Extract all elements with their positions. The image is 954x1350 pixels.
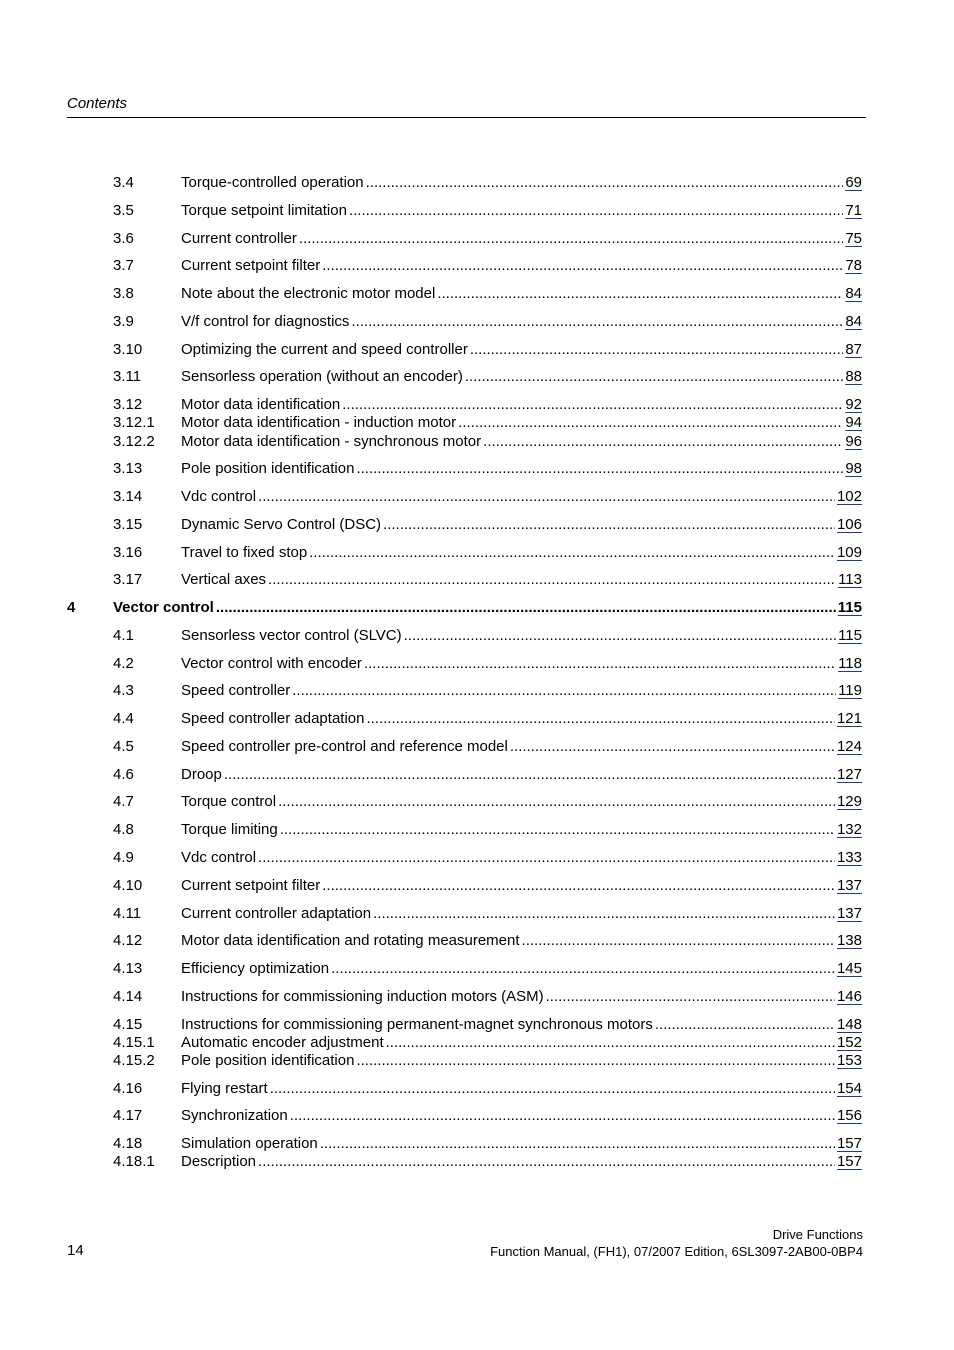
toc-page-link[interactable]: 121	[836, 710, 862, 727]
toc-entry	[181, 988, 862, 1006]
toc-leader-dots	[216, 599, 836, 617]
toc-page-link[interactable]: 98	[845, 460, 862, 477]
toc-entry-title[interactable]: Automatic encoder adjustment	[181, 1034, 384, 1051]
toc-section-number: 4.10	[113, 877, 143, 894]
toc-entry-title[interactable]: Current setpoint filter	[181, 257, 321, 274]
toc-row[interactable]	[0, 905, 954, 925]
toc-section-number: 4.15.2	[113, 1052, 155, 1069]
toc-entry-title[interactable]: Speed controller adaptation	[181, 710, 365, 727]
toc-entry-title[interactable]: Travel to fixed stop	[181, 544, 308, 561]
toc-row[interactable]	[0, 1107, 954, 1127]
toc-page-link[interactable]: 92	[845, 396, 862, 413]
toc-leader-dots	[349, 202, 843, 220]
toc-row[interactable]	[0, 849, 954, 869]
toc-row[interactable]	[0, 960, 954, 980]
toc-leader-dots	[299, 230, 843, 248]
toc-section-number: 4.9	[113, 849, 134, 866]
toc-page-link[interactable]: 84	[845, 313, 862, 330]
toc-section-number: 3.12	[113, 396, 143, 413]
toc-row[interactable]	[0, 1153, 954, 1173]
toc-row[interactable]	[0, 516, 954, 536]
toc-row[interactable]	[0, 544, 954, 564]
toc-entry-title[interactable]: Simulation operation	[181, 1135, 318, 1152]
toc-page-link[interactable]: 102	[836, 488, 862, 505]
toc-entry	[181, 313, 862, 331]
toc-page-link[interactable]: 115	[837, 599, 862, 616]
toc-leader-dots	[322, 257, 843, 275]
toc-entry-title[interactable]: Motor data identification - induction motor	[181, 414, 457, 431]
toc-page-link[interactable]: 137	[836, 877, 862, 894]
toc-page-link[interactable]: 87	[845, 341, 862, 358]
toc-entry-title[interactable]: Sensorless operation (without an encoder)	[181, 368, 463, 385]
toc-entry	[181, 516, 862, 534]
toc-entry-title[interactable]: Vector control with encoder	[181, 655, 362, 672]
toc-row[interactable]	[0, 313, 954, 333]
toc-section-number: 4	[67, 599, 76, 616]
toc-section-number: 3.16	[113, 544, 143, 561]
toc-entry-title[interactable]: Motor data identification	[181, 396, 341, 413]
toc-row[interactable]	[0, 202, 954, 222]
toc-entry-title[interactable]: Pole position identification	[181, 460, 355, 477]
toc-entry-title[interactable]: Instructions for commissioning induction motors (ASM)	[181, 988, 544, 1005]
toc-leader-dots	[470, 341, 843, 359]
toc-row[interactable]	[0, 877, 954, 897]
toc-entry-title[interactable]: Torque limiting	[181, 821, 278, 838]
toc-leader-dots	[437, 285, 843, 303]
toc-page-link[interactable]: 156	[836, 1107, 862, 1124]
toc-leader-dots	[278, 793, 835, 811]
toc-section-number: 4.14	[113, 988, 143, 1005]
toc-leader-dots	[292, 682, 836, 700]
toc-entry-title[interactable]: Synchronization	[181, 1107, 288, 1124]
toc-section-number: 4.16	[113, 1080, 143, 1097]
toc-leader-dots	[258, 849, 835, 867]
toc-leader-dots	[386, 1034, 835, 1052]
toc-section-number: 3.5	[113, 202, 134, 219]
toc-page-link[interactable]: 94	[845, 414, 862, 431]
toc-entry	[181, 960, 862, 978]
toc-entry	[181, 544, 862, 562]
toc-section-number: 4.15.1	[113, 1034, 155, 1051]
toc-chapter-row[interactable]	[0, 599, 954, 619]
toc-section-number: 4.18	[113, 1135, 143, 1152]
toc-page-link[interactable]: 71	[845, 202, 862, 219]
toc-page-link[interactable]: 133	[836, 849, 862, 866]
toc-entry	[113, 599, 862, 617]
toc-entry	[181, 738, 862, 756]
toc-row[interactable]	[0, 655, 954, 675]
toc-leader-dots	[483, 433, 843, 451]
toc-leader-dots	[351, 313, 843, 331]
toc-entry-title[interactable]: Vdc control	[181, 488, 257, 505]
toc-leader-dots	[290, 1107, 835, 1125]
toc-page-link[interactable]: 137	[836, 905, 862, 922]
toc-entry-title[interactable]: Vertical axes	[181, 571, 267, 588]
toc-entry-title[interactable]: Optimizing the current and speed controller	[181, 341, 468, 358]
toc-entry	[181, 460, 862, 478]
toc-row[interactable]	[0, 766, 954, 786]
toc-leader-dots	[404, 627, 836, 645]
toc-entry-title[interactable]: Speed controller	[181, 682, 291, 699]
toc-section-number: 4.4	[113, 710, 134, 727]
toc-leader-dots	[383, 516, 835, 534]
toc-section-number: 4.5	[113, 738, 134, 755]
toc-section-number: 4.15	[113, 1016, 143, 1033]
toc-row[interactable]	[0, 821, 954, 841]
toc-section-number: 3.11	[113, 368, 142, 385]
toc-entry-title[interactable]: Description	[181, 1153, 257, 1170]
toc-entry-title[interactable]: Instructions for commissioning permanent-magnet synchronous motors	[181, 1016, 653, 1033]
toc-leader-dots	[510, 738, 835, 756]
toc-page-link[interactable]: 69	[845, 174, 862, 191]
toc-entry	[181, 682, 862, 700]
toc-row[interactable]	[0, 1080, 954, 1100]
toc-row[interactable]	[0, 1135, 954, 1155]
toc-section-number: 3.12.2	[113, 433, 155, 450]
toc-leader-dots	[356, 1052, 835, 1070]
toc-entry	[181, 877, 862, 895]
toc-row[interactable]	[0, 230, 954, 250]
toc-section-number: 4.2	[113, 655, 134, 672]
toc-page-link[interactable]: 124	[836, 738, 862, 755]
footer-line-2: Function Manual, (FH1), 07/2007 Edition, 6SL3097-2AB00-0BP4	[490, 1244, 863, 1259]
toc-leader-dots	[366, 710, 835, 728]
toc-leader-dots	[309, 544, 835, 562]
toc-leader-dots	[331, 960, 835, 978]
toc-entry-title[interactable]: Torque-controlled operation	[181, 174, 364, 191]
toc-entry	[181, 766, 862, 784]
toc-entry-title[interactable]: V/f control for diagnostics	[181, 313, 350, 330]
toc-entry	[181, 793, 862, 811]
toc-entry	[181, 849, 862, 867]
toc-row[interactable]	[0, 793, 954, 813]
footer-line-1: Drive Functions	[772, 1227, 863, 1242]
toc-section-number: 3.8	[113, 285, 134, 302]
toc-entry	[181, 571, 862, 589]
toc-leader-dots	[322, 877, 835, 895]
toc-page-link[interactable]: 138	[836, 932, 862, 949]
toc-entry	[181, 433, 862, 451]
toc-leader-dots	[546, 988, 835, 1006]
toc-entry	[181, 1034, 862, 1052]
toc-leader-dots	[465, 368, 843, 386]
toc-section-number: 4.1	[113, 627, 134, 644]
toc-page-link[interactable]: 154	[836, 1080, 862, 1097]
toc-section-number: 3.4	[113, 174, 134, 191]
toc-leader-dots	[655, 1016, 835, 1034]
toc-row[interactable]	[0, 1052, 954, 1072]
toc-entry-title[interactable]: Motor data identification and rotating measurement	[181, 932, 520, 949]
toc-page-link[interactable]: 106	[836, 516, 862, 533]
toc-page-link[interactable]: 129	[836, 793, 862, 810]
toc-page-link[interactable]: 127	[836, 766, 862, 783]
toc-page-link[interactable]: 113	[838, 571, 862, 588]
toc-entry	[181, 257, 862, 275]
toc-section-number: 3.14	[113, 488, 143, 505]
toc-page-link[interactable]: 109	[836, 544, 862, 561]
toc-entry-title[interactable]: Droop	[181, 766, 222, 783]
header-title: Contents	[67, 95, 128, 112]
toc-entry-title[interactable]: Current controller adaptation	[181, 905, 372, 922]
toc-leader-dots	[458, 414, 843, 432]
toc-row[interactable]	[0, 988, 954, 1008]
toc-entry	[181, 1153, 862, 1171]
toc-leader-dots	[373, 905, 835, 923]
toc-page-link[interactable]: 152	[836, 1034, 862, 1051]
toc-section-number: 3.9	[113, 313, 134, 330]
toc-entry	[181, 905, 862, 923]
toc-row[interactable]	[0, 396, 954, 416]
toc-page-link[interactable]: 115	[838, 627, 862, 644]
toc-entry-title[interactable]: Flying restart	[181, 1080, 268, 1097]
toc-section-number: 3.10	[113, 341, 143, 358]
toc-row[interactable]	[0, 710, 954, 730]
toc-entry	[181, 821, 862, 839]
toc-entry	[181, 174, 862, 192]
toc-row[interactable]	[0, 1016, 954, 1036]
toc-section-number: 4.8	[113, 821, 134, 838]
toc-page-link[interactable]: 78	[845, 257, 862, 274]
toc-section-number: 4.12	[113, 932, 143, 949]
toc-page-link[interactable]: 148	[836, 1016, 862, 1033]
toc-entry	[181, 710, 862, 728]
toc-entry	[181, 627, 862, 645]
toc-section-number: 4.6	[113, 766, 134, 783]
toc-leader-dots	[364, 655, 836, 673]
toc-entry	[181, 1107, 862, 1125]
toc-row[interactable]	[0, 1034, 954, 1054]
toc-leader-dots	[366, 174, 844, 192]
toc-row[interactable]	[0, 414, 954, 434]
page-header	[67, 95, 866, 118]
toc-entry-title[interactable]: Efficiency optimization	[181, 960, 330, 977]
toc-entry	[181, 932, 862, 950]
toc-page-link[interactable]: 146	[836, 988, 862, 1005]
toc-page-link[interactable]: 132	[836, 821, 862, 838]
toc-page-link[interactable]: 145	[836, 960, 862, 977]
toc-leader-dots	[320, 1135, 835, 1153]
toc-section-number: 3.15	[113, 516, 143, 533]
toc-entry	[181, 1135, 862, 1153]
footer-page-number: 14	[67, 1242, 84, 1259]
toc-entry	[181, 368, 862, 386]
toc-entry-title[interactable]: Current setpoint filter	[181, 877, 321, 894]
toc-row[interactable]	[0, 738, 954, 758]
toc-entry-title[interactable]: Dynamic Servo Control (DSC)	[181, 516, 382, 533]
toc-row[interactable]	[0, 174, 954, 194]
toc-entry	[181, 285, 862, 303]
toc-page-link[interactable]: 88	[845, 368, 862, 385]
toc-entry-title[interactable]: Motor data identification - synchronous motor	[181, 433, 482, 450]
toc-section-number: 4.13	[113, 960, 143, 977]
toc-leader-dots	[268, 571, 836, 589]
toc-row[interactable]	[0, 627, 954, 647]
toc-entry-title[interactable]: Vdc control	[181, 849, 257, 866]
toc-section-number: 3.13	[113, 460, 143, 477]
toc-row[interactable]	[0, 433, 954, 453]
toc-entry-title[interactable]: Note about the electronic motor model	[181, 285, 436, 302]
toc-page-link[interactable]: 157	[836, 1135, 862, 1152]
toc-section-number: 4.18.1	[113, 1153, 155, 1170]
toc-leader-dots	[224, 766, 835, 784]
toc-entry	[181, 1052, 862, 1070]
toc-page-link[interactable]: 119	[838, 682, 862, 699]
toc-entry	[181, 341, 862, 359]
toc-entry	[181, 414, 862, 432]
toc-entry-title[interactable]: Pole position identification	[181, 1052, 355, 1069]
toc-row[interactable]	[0, 341, 954, 361]
footer-doc-info	[490, 1226, 863, 1260]
toc-row[interactable]	[0, 285, 954, 305]
toc-entry	[181, 202, 862, 220]
toc-leader-dots	[258, 488, 835, 506]
toc-page-link[interactable]: 84	[845, 285, 862, 302]
toc-section-number: 4.7	[113, 793, 134, 810]
toc-entry	[181, 396, 862, 414]
toc-entry	[181, 1080, 862, 1098]
toc-section-number: 3.7	[113, 257, 134, 274]
toc-page-link[interactable]: 96	[845, 433, 862, 450]
toc-page-link[interactable]: 153	[836, 1052, 862, 1069]
toc-row[interactable]	[0, 257, 954, 277]
toc-row[interactable]	[0, 488, 954, 508]
toc-entry-title[interactable]: Vector control	[113, 599, 214, 616]
toc-entry	[181, 488, 862, 506]
toc-entry-title[interactable]: Torque control	[181, 793, 277, 810]
toc-section-number: 4.11	[113, 905, 142, 922]
toc-leader-dots	[522, 932, 835, 950]
toc-leader-dots	[280, 821, 835, 839]
toc-entry-title[interactable]: Speed controller pre-control and reference model	[181, 738, 508, 755]
toc-row[interactable]	[0, 682, 954, 702]
toc-row[interactable]	[0, 460, 954, 480]
toc-leader-dots	[270, 1080, 835, 1098]
toc-section-number: 4.17	[113, 1107, 143, 1124]
toc-page-link[interactable]: 157	[836, 1153, 862, 1170]
toc-section-number: 3.12.1	[113, 414, 155, 431]
toc-entry	[181, 1016, 862, 1034]
toc-entry	[181, 230, 862, 248]
toc-section-number: 3.6	[113, 230, 134, 247]
toc-page-link[interactable]: 75	[845, 230, 862, 247]
toc-entry-title[interactable]: Current controller	[181, 230, 297, 247]
toc-section-number: 3.17	[113, 571, 143, 588]
toc-row[interactable]	[0, 571, 954, 591]
toc-entry-title[interactable]: Torque setpoint limitation	[181, 202, 347, 219]
toc-entry	[181, 655, 862, 673]
toc-row[interactable]	[0, 932, 954, 952]
toc-page-link[interactable]: 118	[838, 655, 862, 672]
toc-row[interactable]	[0, 368, 954, 388]
toc-entry-title[interactable]: Sensorless vector control (SLVC)	[181, 627, 402, 644]
toc-leader-dots	[356, 460, 843, 478]
toc-leader-dots	[258, 1153, 835, 1171]
toc-leader-dots	[342, 396, 843, 414]
toc-section-number: 4.3	[113, 682, 134, 699]
